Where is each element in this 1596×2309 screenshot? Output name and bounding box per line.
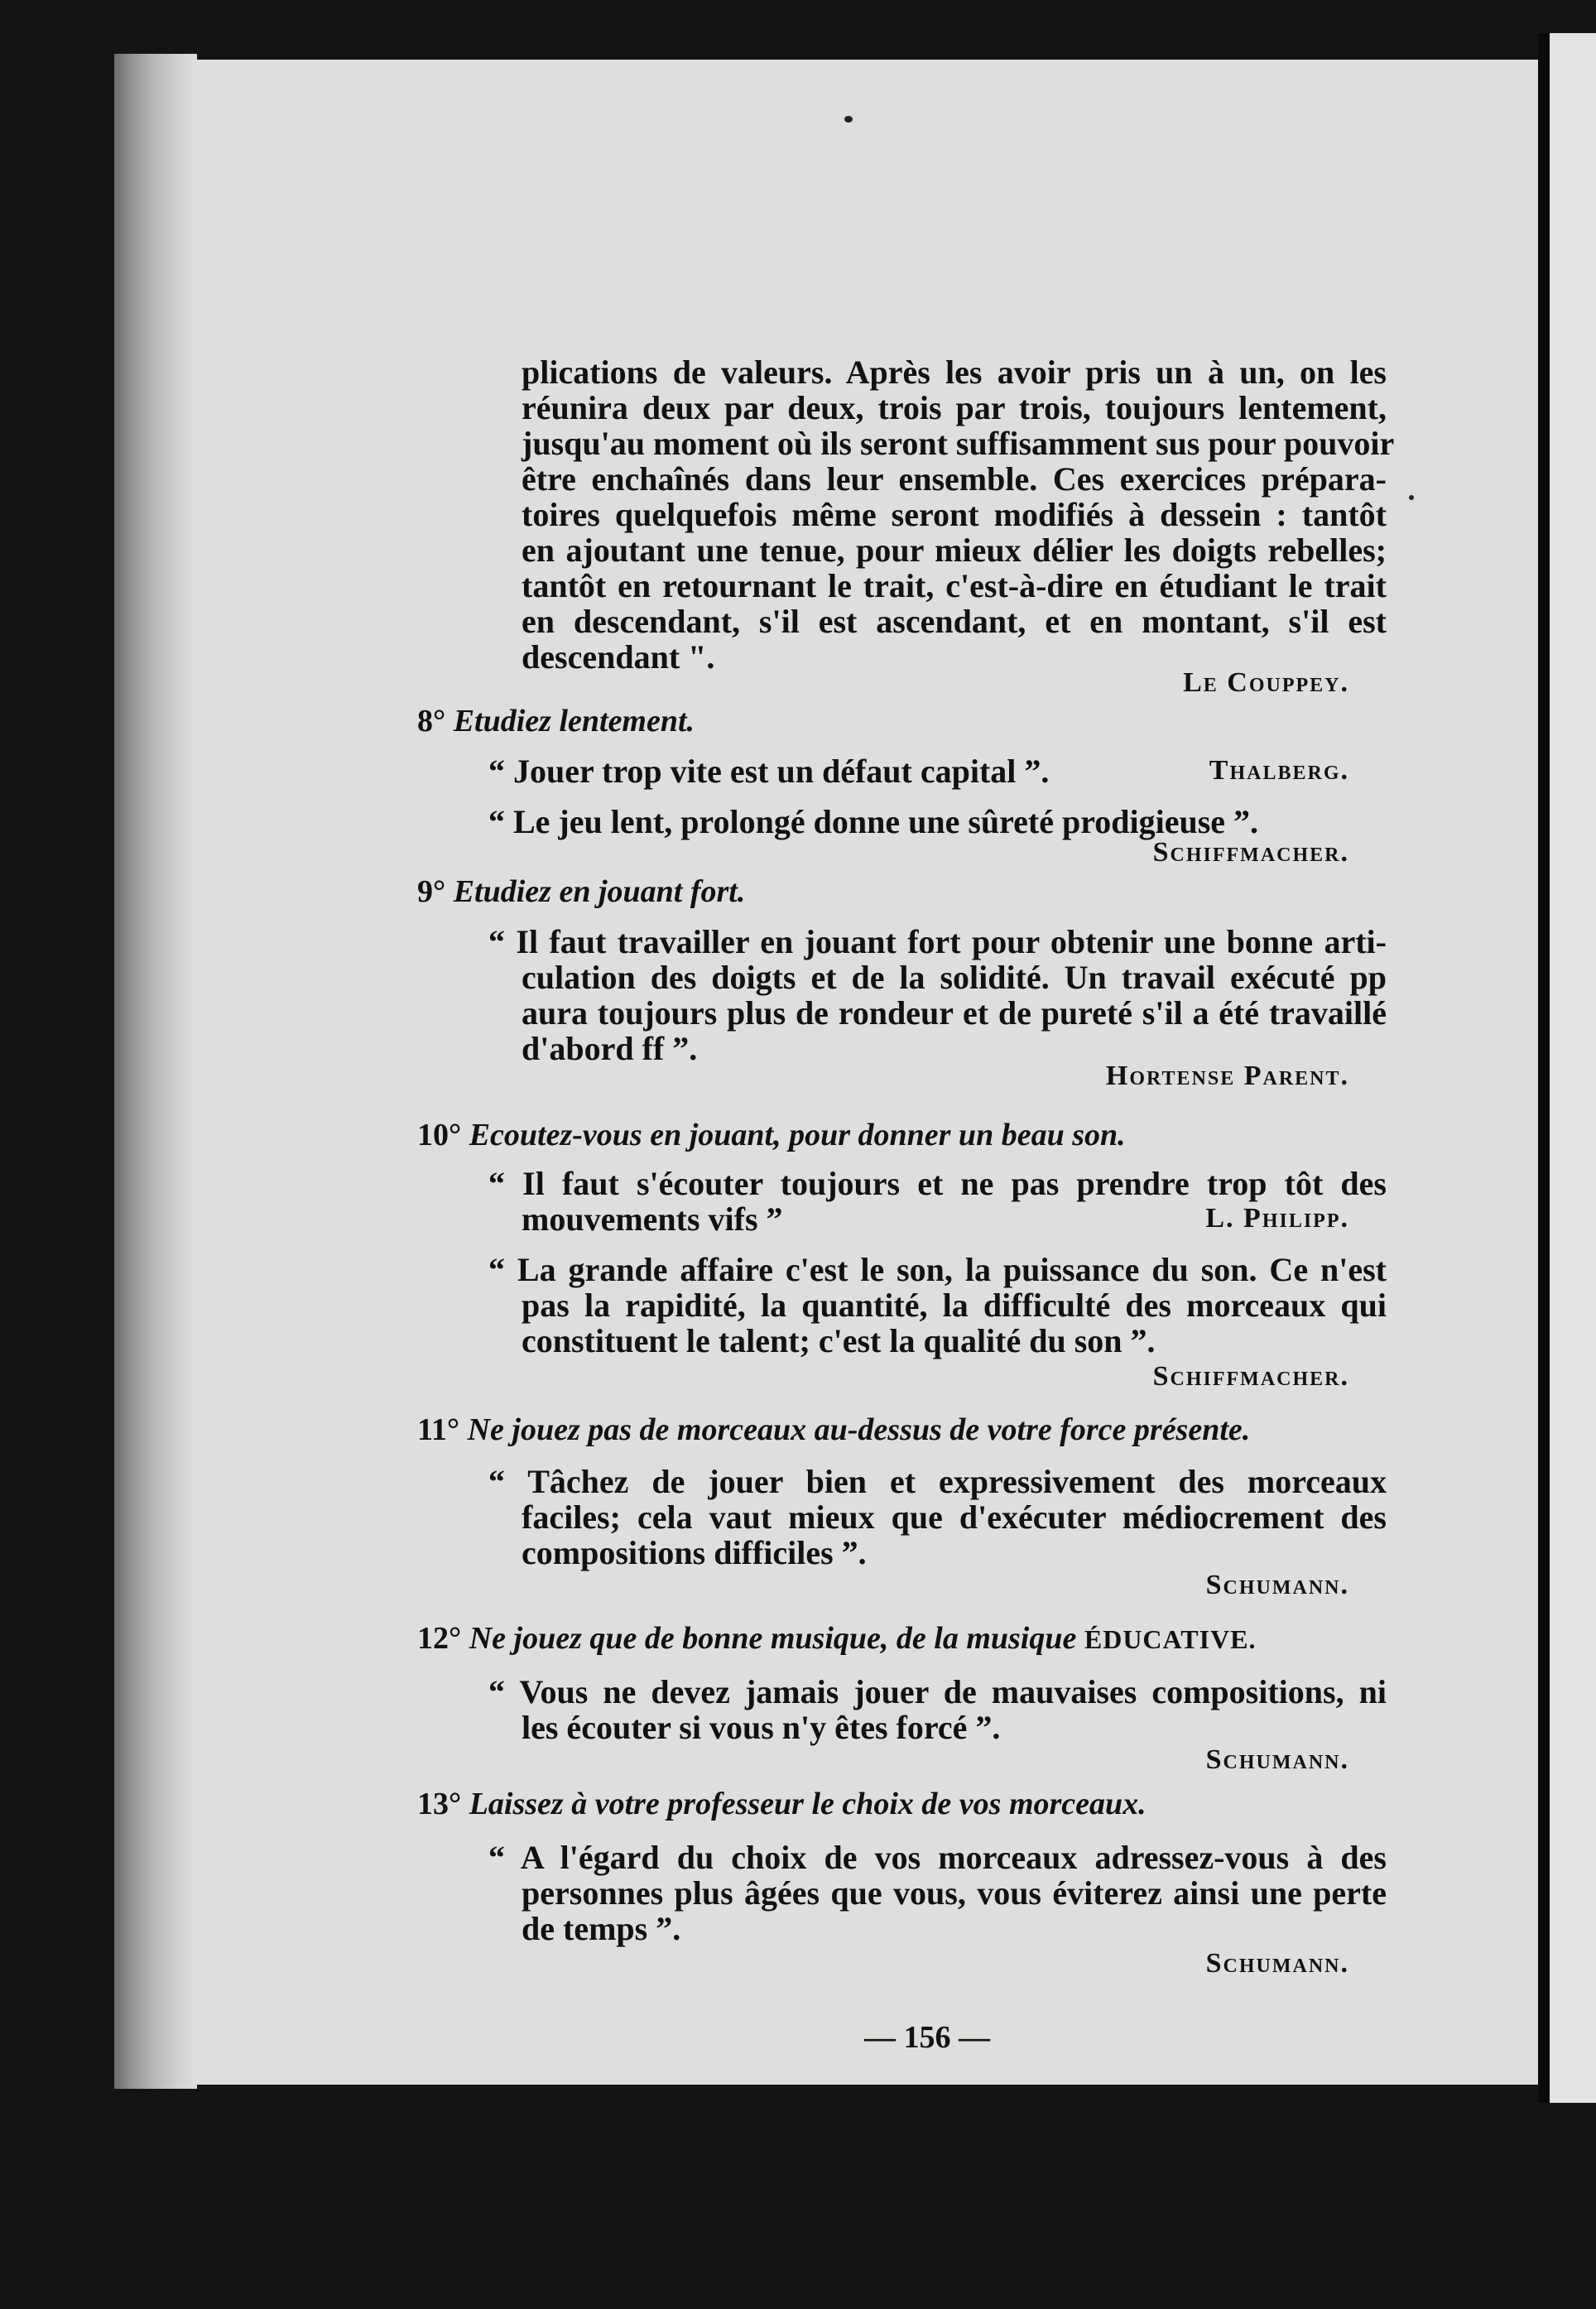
quote-line: “ Vous ne devez jamais jouer de mauvaises compositions, ni: [488, 1673, 1387, 1710]
author-signature: Schumann.: [1205, 1948, 1349, 1979]
author-signature: Thalberg.: [1209, 755, 1349, 786]
section-title: Ne jouez pas de morceaux au-dessus de votre force présente.: [467, 1412, 1251, 1447]
quote-line: “ A l'égard du choix de vos morceaux adressez-vous à des: [488, 1839, 1387, 1876]
text-line: en ajoutant une tenue, pour mieux délier les doigts rebelles;: [522, 532, 1387, 569]
quote-line: aura toujours plus de rondeur et de pureté s'il a été travaillé: [522, 994, 1387, 1032]
section-heading-9: [417, 876, 745, 907]
quote-line: compositions difficiles ”.: [522, 1534, 867, 1571]
section-title-caps: ÉDUCATIVE.: [1084, 1624, 1257, 1654]
quote-line: faciles; cela vaut mieux que d'exécuter médiocrement des: [522, 1498, 1387, 1536]
quote-line: culation des doigts et de la solidité. Un travail exécuté pp: [522, 959, 1387, 996]
section-number: 9°: [417, 874, 446, 909]
author-signature: Schumann.: [1205, 1744, 1349, 1775]
quote-line: d'abord ff ”.: [522, 1030, 698, 1067]
author-signature: Le Couppey.: [1183, 667, 1349, 698]
quote-line: “ Il faut travailler en jouant fort pour obtenir une bonne arti-: [488, 923, 1387, 960]
section-title: Etudiez en jouant fort.: [453, 874, 746, 909]
text-line: être enchaînés dans leur ensemble. Ces exercices prépara-: [522, 460, 1387, 498]
quote-line: “ La grande affaire c'est le son, la puissance du son. Ce n'est: [488, 1251, 1387, 1288]
section-number: 11°: [417, 1412, 460, 1447]
section-heading-10: [417, 1119, 1126, 1151]
text-line: jusqu'au moment où ils seront suffisamment sus pour pouvoir: [522, 425, 1395, 462]
section-number: 12°: [417, 1621, 462, 1656]
author-signature: Schumann.: [1205, 1570, 1349, 1600]
section-heading-13: [417, 1788, 1147, 1820]
speck: [1409, 495, 1414, 500]
quote-line: pas la rapidité, la quantité, la difficulté des morceaux qui: [522, 1287, 1387, 1324]
quote-line: “ Tâchez de jouer bien et expressivement des morceaux: [488, 1463, 1387, 1500]
text-line: en descendant, s'il est ascendant, et en montant, s'il est: [522, 603, 1387, 640]
quote-line: mouvements vifs ”: [522, 1200, 783, 1238]
section-number: 8°: [417, 704, 446, 738]
page-number: — 156 —: [864, 2020, 990, 2055]
section-number: 10°: [417, 1118, 462, 1152]
author-signature: Schiffmacher.: [1152, 1361, 1349, 1392]
section-title: Laissez à votre professeur le choix de vos morceaux.: [469, 1787, 1147, 1821]
quote-line: de temps ”.: [522, 1910, 681, 1947]
author-signature: L. Philipp.: [1205, 1203, 1349, 1234]
quote-line: “ Il faut s'écouter toujours et ne pas prendre trop tôt des: [488, 1165, 1387, 1202]
section-title: Ecoutez-vous en jouant, pour donner un beau son.: [469, 1118, 1126, 1152]
section-heading-12: [417, 1623, 1257, 1654]
quote-line: “ Le jeu lent, prolongé donne une sûreté prodigieuse ”.: [488, 803, 1259, 840]
section-heading-8: [417, 705, 695, 737]
author-signature: Hortense Parent.: [1105, 1061, 1349, 1091]
quote-line: les écouter si vous n'y êtes forcé ”.: [522, 1709, 1001, 1746]
quote-line: “ Jouer trop vite est un défaut capital ”.: [488, 753, 1050, 790]
section-heading-11: [417, 1414, 1250, 1446]
author-signature: Schiffmacher.: [1152, 837, 1349, 868]
section-title: Ne jouez que de bonne musique, de la musique: [469, 1621, 1077, 1656]
text-line: tantôt en retournant le trait, c'est-à-dire en étudiant le trait: [522, 567, 1387, 604]
text-line: plications de valeurs. Après les avoir pris un à un, on les: [522, 354, 1387, 391]
next-page-margin: [1550, 33, 1596, 2103]
section-number: 13°: [417, 1787, 462, 1821]
speck: [844, 116, 853, 123]
scan-border: [1538, 33, 1550, 2103]
book-spine-edge: [114, 54, 197, 2089]
quote-line: personnes plus âgées que vous, vous éviterez ainsi une perte: [522, 1874, 1387, 1912]
text-line: réunira deux par deux, trois par trois, toujours lentement,: [522, 389, 1387, 426]
text-line: toires quelquefois même seront modifiés à dessein : tantôt: [522, 496, 1387, 533]
quote-line: constituent le talent; c'est la qualité du son ”.: [522, 1322, 1156, 1359]
text-line: descendant ".: [522, 638, 715, 676]
section-title: Etudiez lentement.: [453, 704, 695, 738]
